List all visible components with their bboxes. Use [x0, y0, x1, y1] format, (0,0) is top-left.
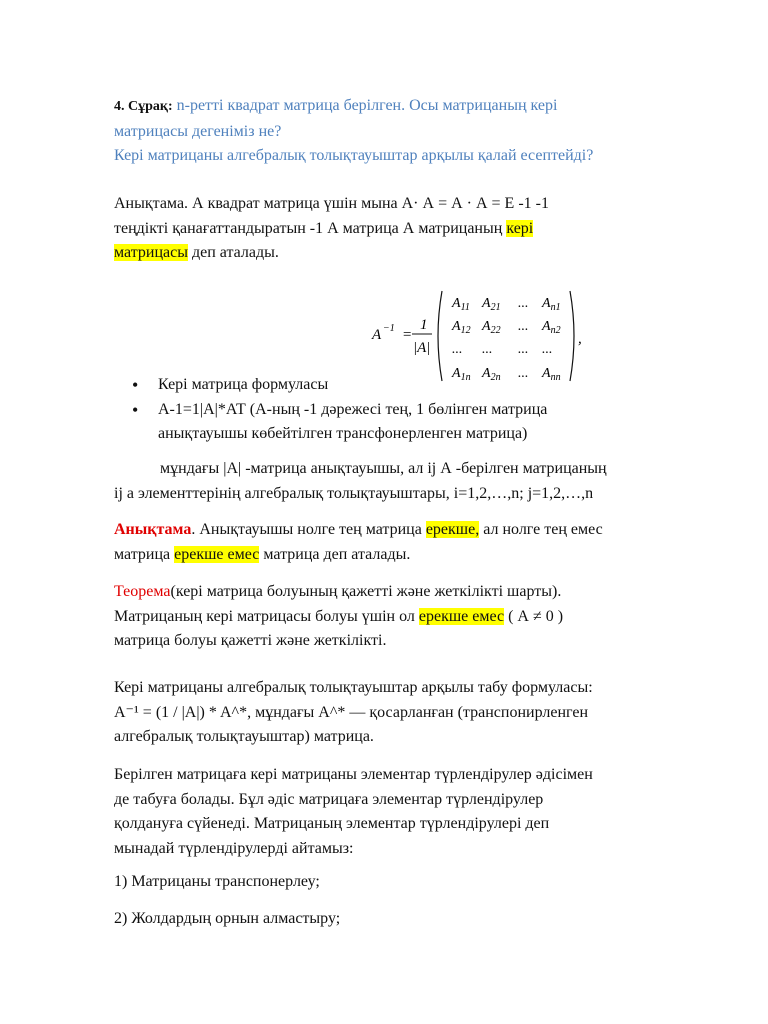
- question-line2: матрицасы дегеніміз не?: [114, 122, 282, 140]
- theorem-line2-a: Матрицаның кері матрицасы болуы үшін ол: [114, 607, 419, 625]
- elementary-paragraph: [114, 763, 674, 861]
- definition-line3: деп аталады.: [187, 244, 279, 261]
- definition2-text-c: матрица: [114, 545, 175, 563]
- where-paragraph: [114, 457, 674, 506]
- definition-paragraph: [114, 192, 674, 266]
- matrix-formula-svg: [370, 287, 590, 385]
- theorem-line1: (кері матрица болуының қажетті және жеткілікті шарты).: [170, 583, 562, 600]
- definition-line1: Анықтама. А квадрат матрица үшін мына А· А = А · А = Е -1 -1: [114, 195, 549, 212]
- matrix-cell: ...: [518, 319, 529, 334]
- matrix-cell: $A_{12}$: [452, 319, 471, 336]
- question-line3: Кері матрицаны алгебралық толықтауыштар арқылы қалай есептейді?: [114, 147, 594, 164]
- formula-eq: =: [402, 327, 413, 343]
- highlight-theorem: ерекше емес: [418, 607, 505, 625]
- matrix-cell: ...: [542, 342, 553, 357]
- bullet-list: [132, 373, 677, 447]
- theorem-line3: матрица болуы қажетті және жеткілікті.: [114, 632, 387, 649]
- matrix-cell: ...: [518, 296, 529, 311]
- definition2-text-d: матрица деп аталады.: [259, 545, 411, 563]
- matrix-cell: $A_{1n}$: [452, 366, 471, 383]
- elementary-line2: де табуға болады. Бұл әдіс матрицаға элементар түрлендірулер: [114, 790, 544, 808]
- definition2-text-a: . Анықтауышы нолге тең матрица: [191, 521, 426, 538]
- question-line1: n-ретті квадрат матрица берілген. Осы матрицаның кері: [172, 97, 558, 114]
- right-paren: [570, 291, 574, 381]
- bullet-item-2-line2: анықтауышы көбейтілген трансфонерленген матрица): [158, 425, 528, 442]
- definition2-text-b: ал нолге тең емес: [479, 521, 603, 538]
- formula-line3: алгебралық толықтауыштар) матрица.: [114, 728, 374, 745]
- question-block: [114, 94, 674, 169]
- elementary-line1: Берілген матрицаға кері матрицаны элементар түрлендірулер әдісімен: [114, 766, 593, 783]
- formula-lhs: A: [372, 327, 382, 343]
- question-label: 4. Сұрақ:: [114, 99, 173, 114]
- matrix-cell: ...: [482, 342, 493, 357]
- where-line2: іj а элементтерінің алгебралық толықтауыштары, і=1,2,…,n; j=1,2,…,n: [114, 484, 594, 502]
- bullet-item-1: [132, 373, 677, 398]
- matrix-cell: ...: [518, 366, 529, 381]
- left-paren: [438, 291, 442, 381]
- theorem-title: Теорема: [114, 583, 171, 600]
- formula-paragraph: [114, 676, 674, 750]
- elementary-line4: мынадай түрлендірулерді айтамыз:: [114, 839, 354, 857]
- formula-line1: Кері матрицаны алгебралық толықтауыштар арқылы табу формуласы:: [114, 679, 593, 696]
- formula-num: 1: [420, 317, 428, 333]
- highlight-matritsasy: матрицасы: [114, 244, 188, 261]
- matrix-cells: [451, 296, 561, 383]
- bullet-item-1-text: Кері матрица формуласы: [158, 376, 329, 393]
- elementary-line3: қолдануға сүйенеді. Матрицаның элементар түрлендірулері деп: [114, 815, 550, 832]
- matrix-cell: $A_{n1}$: [542, 296, 561, 313]
- bullet-item-2-line1: • А-1=1|А|*АТ (А-ның -1 дәрежесі тең, 1 бөлінген матрица: [158, 400, 548, 418]
- theorem-line2-b: ( А ≠ 0 ): [504, 607, 564, 625]
- theorem-paragraph: [114, 580, 674, 654]
- matrix-cell: $A_{nn}$: [542, 366, 561, 383]
- definition-line2: теңдікті қанағаттандыратын -1 А матрица А матрицаның: [114, 219, 507, 237]
- highlight-keri: кері: [506, 219, 534, 237]
- formula-line2: A⁻¹ = (1 / |A|) * A^*, мұндағы A^* — қосарланған (транспонирленген: [114, 703, 589, 721]
- matrix-cell: ...: [452, 342, 463, 357]
- definition2-title: Анықтама: [114, 521, 192, 538]
- matrix-cell: $A_{11}$: [452, 296, 470, 313]
- formula-comma: ,: [578, 331, 582, 347]
- matrix-cell: $A_{n2}$: [542, 319, 561, 336]
- formula-sup: −1: [383, 323, 395, 334]
- matrix-cell: ...: [518, 342, 529, 357]
- matrix-cell: $A_{2n}$: [482, 366, 501, 383]
- highlight-erekshe-emes: ерекше емес: [174, 545, 260, 563]
- bullet-item-2: [132, 398, 677, 447]
- formula-den: |A|: [413, 340, 431, 356]
- where-line1: мұндағы |А| -матрица анықтауышы, ал іj А -берілген матрицаның: [160, 460, 607, 477]
- list-item-2: 2) Жолдардың орнын алмастыру;: [114, 910, 341, 927]
- matrix-cell: $A_{21}$: [482, 296, 501, 313]
- inverse-matrix-formula: [370, 287, 590, 385]
- highlight-erekshe: ерекше,: [425, 521, 480, 538]
- matrix-cell: $A_{22}$: [482, 319, 501, 336]
- definition2-paragraph: [114, 518, 674, 567]
- list-item-1: 1) Матрицаны транспонерлеу;: [114, 873, 320, 890]
